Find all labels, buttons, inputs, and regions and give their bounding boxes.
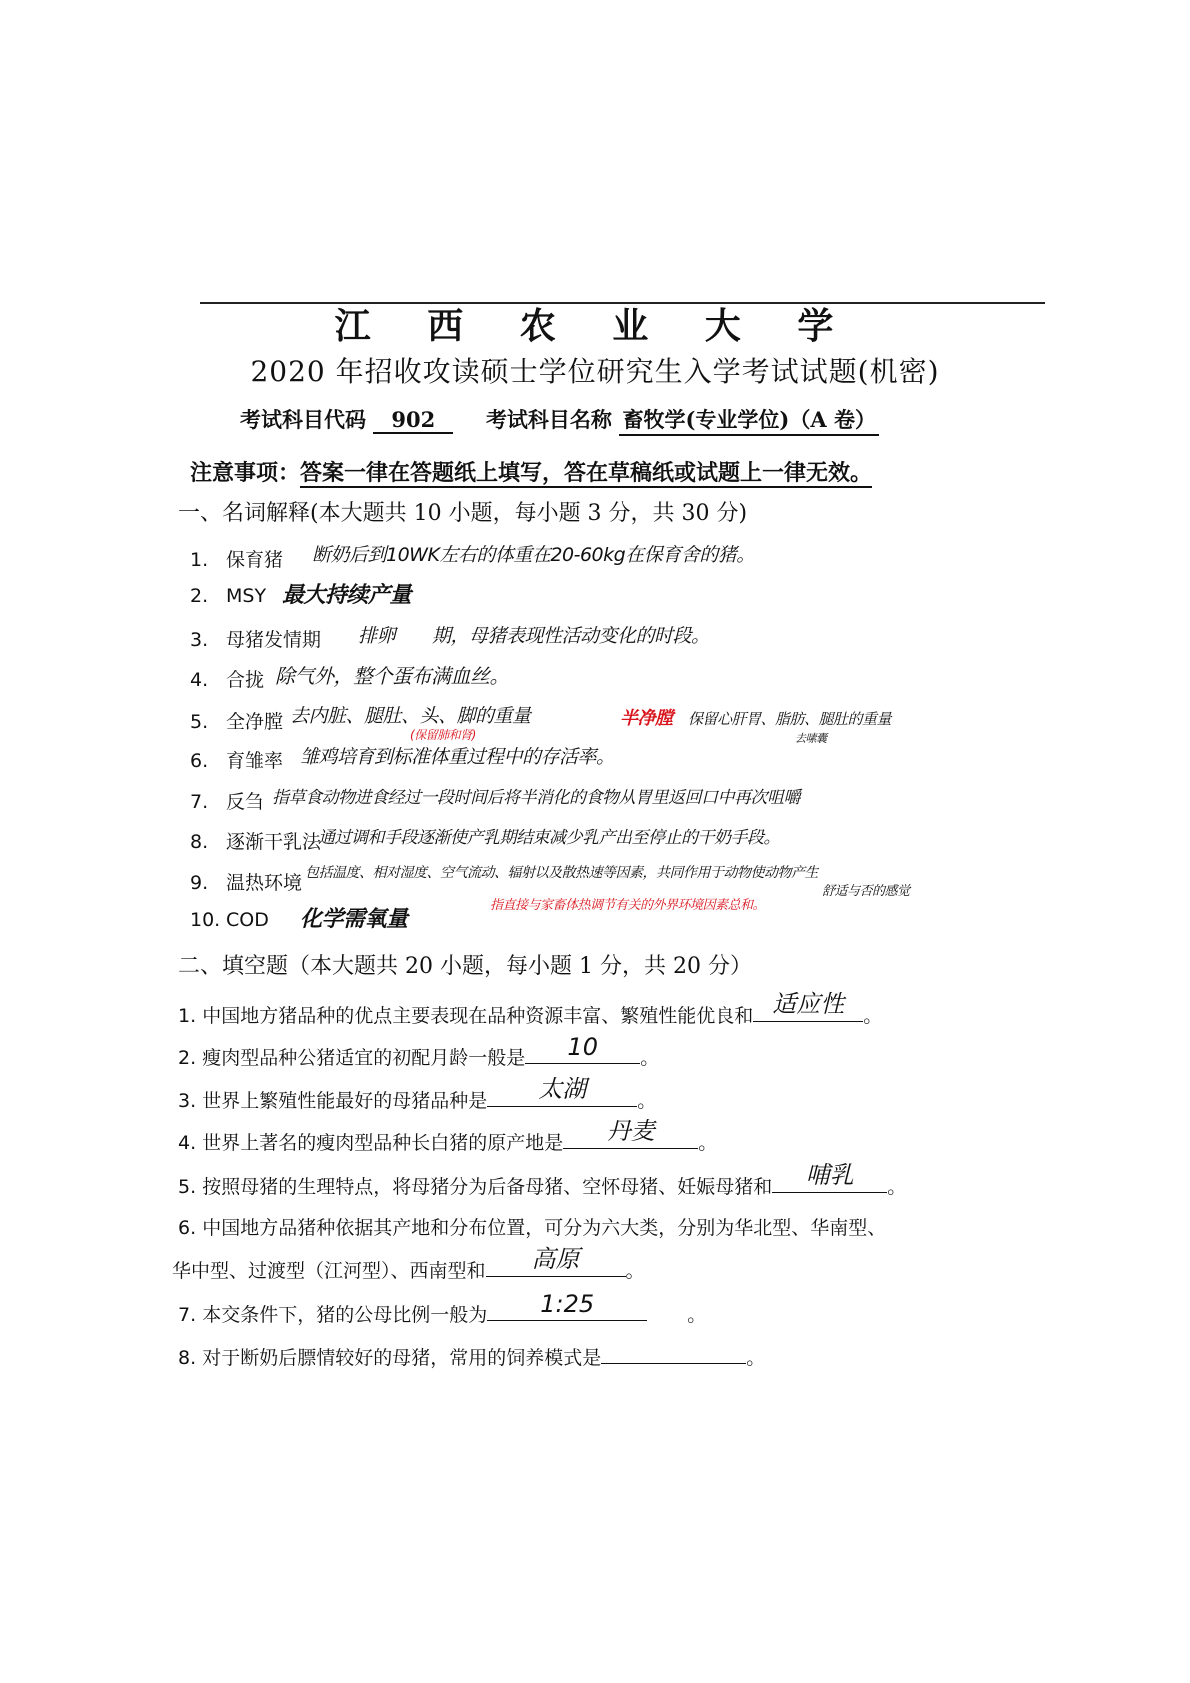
handwritten-answer: 化学需氧量 xyxy=(300,907,408,932)
name-label: 考试科目名称 xyxy=(485,407,612,432)
term-label: 合拢 xyxy=(226,669,265,691)
section2-title: 二、填空题（本大题共 20 小题，每小题 1 分，共 20 分） xyxy=(178,954,752,979)
handwritten-note-red: 指直接与家畜体热调节有关的外界环境因素总和。 xyxy=(490,898,766,913)
handwritten-answer: 包括温度、相对湿度、空气流动、辐射以及散热速等因素，共同作用于动物使动物产生 xyxy=(305,865,818,881)
handwritten-extra-red: 半净膛 xyxy=(620,708,673,729)
answer-blank: 1:25 xyxy=(487,1298,647,1321)
term-item: 3. 母猪发情期 xyxy=(190,629,322,651)
fill-item: 7. 本交条件下，猪的公母比例一般为 1:25 。 xyxy=(178,1290,707,1326)
term-label: 育雏率 xyxy=(226,750,284,772)
term-label: 温热环境 xyxy=(226,872,303,894)
term-item: 2. MSY xyxy=(190,585,267,607)
fill-item: 3. 世界上繁殖性能最好的母猪品种是 太湖 。 xyxy=(178,1075,657,1112)
term-item: 10. COD xyxy=(190,909,269,931)
term-label: 母猪发情期 xyxy=(226,629,322,651)
term-item: 9. 温热环境 xyxy=(190,872,303,894)
handwritten-extra: 保留心肝胃、脂肪、腿肚的重量 xyxy=(688,710,892,728)
subject-line xyxy=(240,404,879,436)
term-label: MSY xyxy=(226,585,267,607)
fill-item-cont: 华中型、过渡型（江河型）、西南型和 高原 。 xyxy=(172,1245,645,1282)
exam-title: 2020 年招收攻读硕士学位研究生入学考试试题(机密) xyxy=(250,355,940,388)
term-label: 逐渐干乳法 xyxy=(226,831,322,853)
university-name: 江 西 农 业 大 学 xyxy=(334,305,856,347)
section1-title: 一、名词解释(本大题共 10 小题，每小题 3 分，共 30 分) xyxy=(178,501,748,526)
answer-blank xyxy=(601,1341,746,1364)
term-label: 全净膛 xyxy=(226,711,284,733)
handwritten-answer-cont: 舒适与否的感觉 xyxy=(822,884,910,899)
term-item: 4. 合拢 xyxy=(190,669,265,691)
term-item: 7. 反刍 xyxy=(190,791,265,813)
code-label: 考试科目代码 xyxy=(240,407,366,432)
notice xyxy=(190,456,872,487)
term-item: 8. 逐渐干乳法 xyxy=(190,831,322,853)
handwritten-answer: 雏鸡培育到标准体重过程中的存活率。 xyxy=(300,746,615,768)
fill-item: 4. 世界上著名的瘦肉型品种长白猪的原产地是 丹麦 。 xyxy=(178,1117,718,1154)
fill-item: 5. 按照母猪的生理特点，将母猪分为后备母猪、空怀母猪、妊娠母猪和 哺乳 。 xyxy=(178,1161,907,1198)
handwritten-answer: 排卵 期，母猪表现性活动变化的时段。 xyxy=(358,625,710,647)
answer-blank: 高原 xyxy=(486,1254,626,1277)
name-value: 畜牧学(专业学位)（A 卷） xyxy=(619,404,879,436)
fill-item: 8. 对于断奶后膘情较好的母猪，常用的饲养模式是 。 xyxy=(178,1341,765,1370)
code-value: 902 xyxy=(373,407,453,434)
answer-blank: 太湖 xyxy=(487,1084,637,1107)
handwritten-answer: 最大持续产量 xyxy=(282,583,412,608)
handwritten-answer: 指草食动物进食经过一段时间后将半消化的食物从胃里返回口中再次咀嚼 xyxy=(272,788,800,808)
handwritten-answer: 通过调和手段逐渐使产乳期结束减少乳产出至停止的干奶手段。 xyxy=(318,828,780,848)
answer-blank: 10 xyxy=(525,1041,640,1064)
term-item: 1. 保育猪 xyxy=(190,549,284,571)
answer-blank: 丹麦 xyxy=(563,1126,698,1149)
handwritten-answer: 除气外，整个蛋布满血丝。 xyxy=(275,664,509,688)
term-label: COD xyxy=(226,909,269,931)
fill-item: 6. 中国地方品猪种依据其产地和分布位置，可分为六大类，分别为华北型、华南型、 xyxy=(178,1217,887,1239)
handwritten-answer: 断奶后到10WK左右的体重在20-60kg在保育舍的猪。 xyxy=(312,544,755,566)
fill-item: 2. 瘦肉型品种公猪适宜的初配月龄一般是 10 。 xyxy=(178,1033,660,1069)
handwritten-extra2: 去嗉囊 xyxy=(795,732,827,745)
notice-text: 答案一律在答题纸上填写，答在草稿纸或试题上一律无效。 xyxy=(300,460,873,486)
fill-item: 1. 中国地方猪品种的优点主要表现在品种资源丰富、繁殖性能优良和 适应性 。 xyxy=(178,990,883,1027)
term-label: 保育猪 xyxy=(226,549,284,571)
handwritten-answer: 去内脏、腿肚、头、脚的重量 xyxy=(290,705,531,727)
handwritten-note-red: (保留肺和肾) xyxy=(410,728,476,742)
answer-blank: 哺乳 xyxy=(772,1170,887,1193)
answer-blank: 适应性 xyxy=(753,999,863,1022)
term-item: 5. 全净膛 xyxy=(190,711,284,733)
term-item: 6. 育雏率 xyxy=(190,750,284,772)
notice-label: 注意事项： xyxy=(190,460,301,486)
term-label: 反刍 xyxy=(226,791,265,813)
